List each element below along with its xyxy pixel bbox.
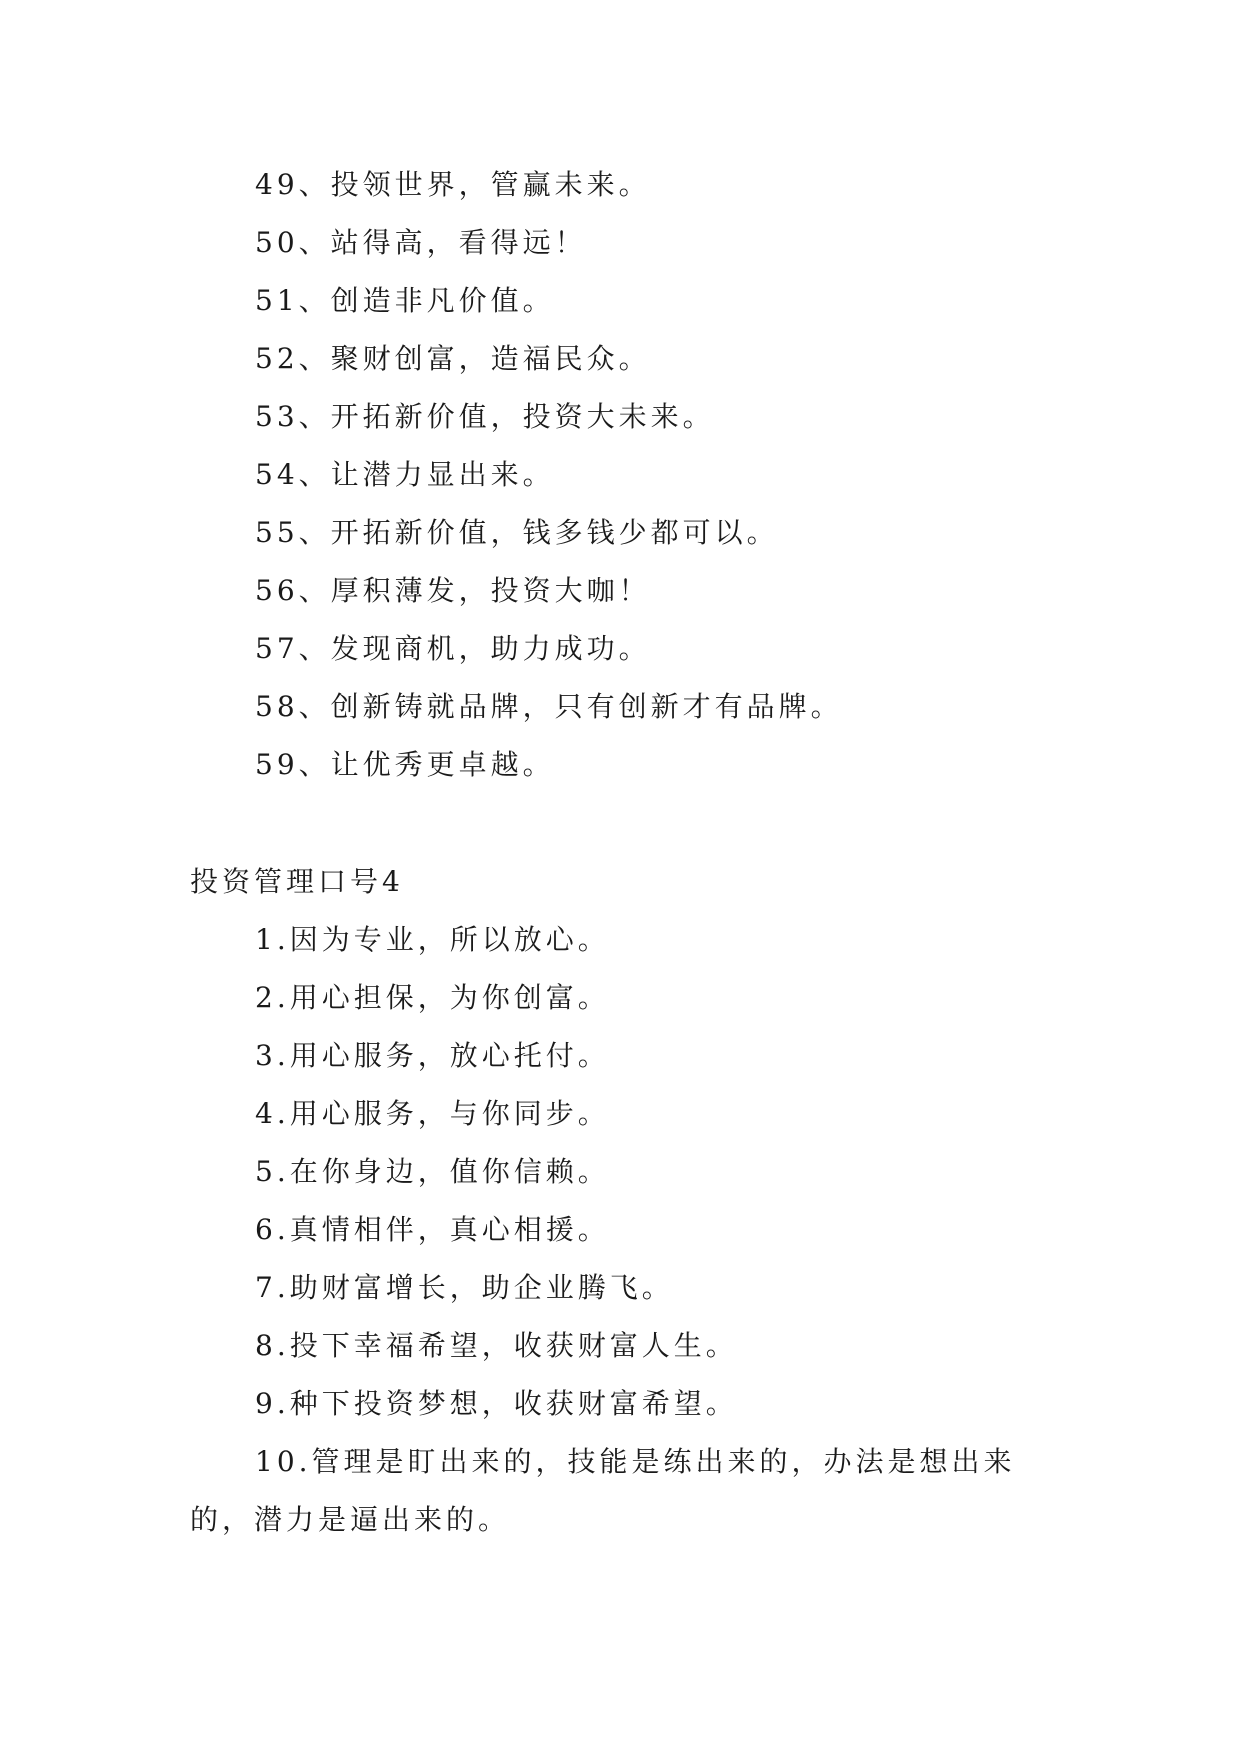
slogan-item: 56、厚积薄发，投资大咖！ [255,574,651,607]
slogan-item: 57、发现商机，助力成功。 [255,632,651,665]
slogan-item: 6.真情相伴，真心相援。 [255,1213,610,1246]
slogan-item: 50、站得高，看得远！ [255,226,587,259]
slogan-item: 3.用心服务，放心托付。 [255,1039,610,1072]
slogan-item: 4.用心服务，与你同步。 [255,1097,610,1130]
slogan-item: 53、开拓新价值，投资大未来。 [255,400,715,433]
slogan-item: 51、创造非凡价值。 [255,284,555,317]
slogan-item: 54、让潜力显出来。 [255,458,555,491]
slogan-item: 49、投领世界，管赢未来。 [255,168,651,201]
slogan-item: 8.投下幸福希望，收获财富人生。 [255,1329,738,1362]
slogan-item: 52、聚财创富，造福民众。 [255,342,651,375]
slogan-item: 58、创新铸就品牌，只有创新才有品牌。 [255,690,843,723]
slogan-item: 59、让优秀更卓越。 [255,748,555,781]
slogan-item: 2.用心担保，为你创富。 [255,981,610,1014]
slogan-item: 1.因为专业，所以放心。 [255,923,610,956]
slogan-paragraph: 10.管理是盯出来的，技能是练出来的，办法是想出来的，潜力是逼出来的。 [190,1445,1016,1536]
slogan-item: 9.种下投资梦想，收获财富希望。 [255,1387,738,1420]
slogan-item: 7.助财富增长，助企业腾飞。 [255,1271,674,1304]
slogan-item: 55、开拓新价值，钱多钱少都可以。 [255,516,779,549]
section-heading: 投资管理口号4 [190,865,404,898]
slogan-item: 5.在你身边，值你信赖。 [255,1155,610,1188]
